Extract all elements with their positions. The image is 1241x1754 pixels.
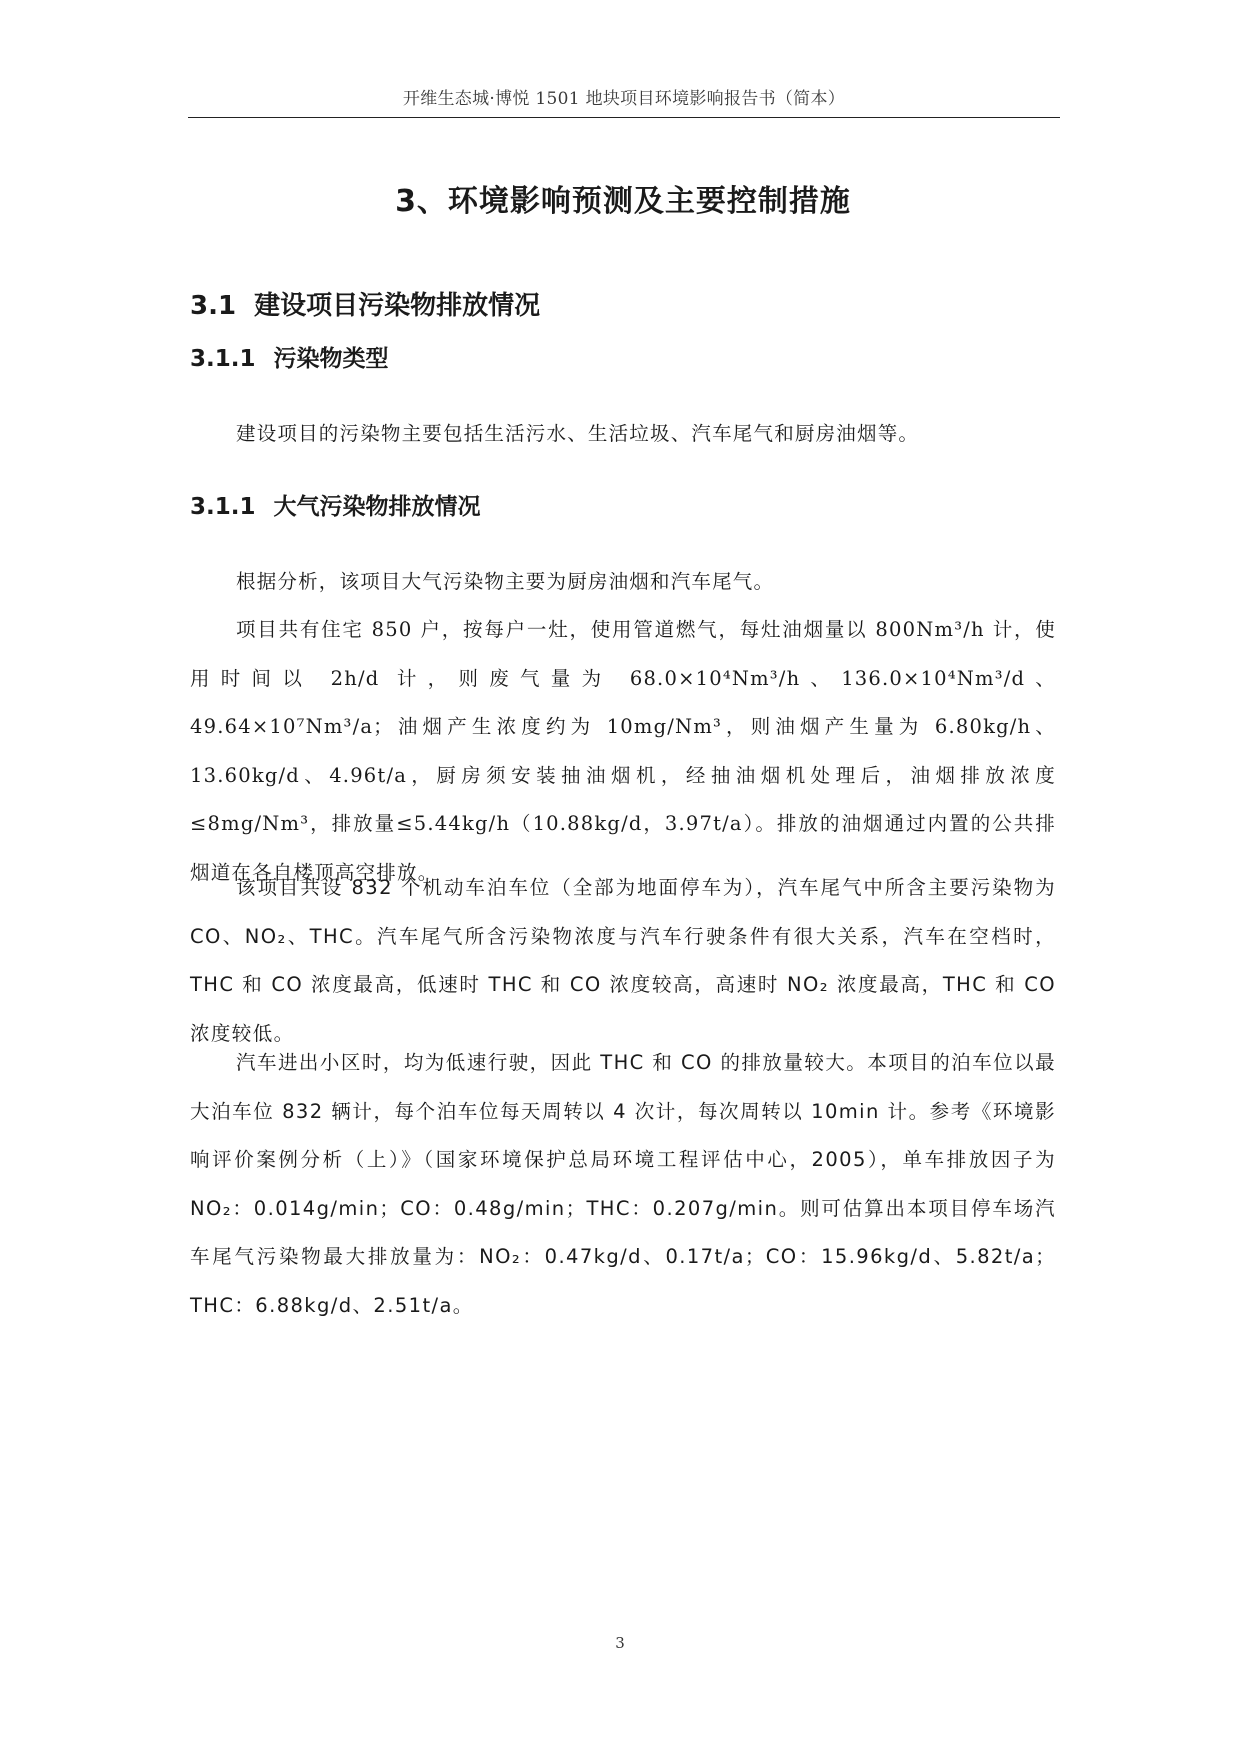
section-number: 3.1 (190, 291, 237, 321)
paragraph-air-summary: 根据分析，该项目大气污染物主要为厨房油烟和汽车尾气。 (236, 570, 775, 593)
chapter-title: 3、环境影响预测及主要控制措施 (395, 184, 851, 219)
header-divider (188, 117, 1060, 118)
section-heading-3-1 (190, 285, 1056, 327)
paragraph-vehicle-exhaust: 该项目共设 832 个机动车泊车位（全部为地面停车为），汽车尾气中所含主要污染物为 CO、NO₂、THC。汽车尾气所含污染物浓度与汽车行驶条件有很大关系，汽车在空档时，THC 和 CO 浓度最高，低速时 THC 和 CO 浓度较高，高速时 NO₂ 浓度最高，THC 和 CO 浓度较低。 (190, 876, 1056, 1045)
paragraph-kitchen-fumes: 项目共有住宅 850 户，按每户一灶，使用管道燃气，每灶油烟量以 800Nm³/h 计，使用时间以 2h/d 计，则废气量为 68.0×10⁴Nm³/h、136.0×10⁴Nm³/d、49.64×10⁷Nm³/a；油烟产生浓度约为 10mg/Nm³，则油烟产生量为 6.80kg/h、13.60kg/d、4.96t/a，厨房须安装抽油烟机，经抽油烟机处理后，油烟排放浓度≤8mg/Nm³，排放量≤5.44kg/h（10.88kg/d，3.97t/a）。排放的油烟通过内置的公共排烟道在各自楼顶高空排放。 (190, 618, 1056, 884)
section-title: 建设项目污染物排放情况 (254, 291, 541, 321)
subsection-number: 3.1.1 (190, 494, 256, 520)
subsection-heading-pollutant-types (190, 340, 1056, 378)
subsection-title: 大气污染物排放情况 (273, 494, 481, 520)
paragraph-emission-estimate: 汽车进出小区时，均为低速行驶，因此 THC 和 CO 的排放量较大。本项目的泊车位以最大泊车位 832 辆计，每个泊车位每天周转以 4 次计，每次周转以 10min 计。参考《环境影响评价案例分析（上）》（国家环境保护总局环境工程评估中心，2005），单车排放因子为 NO₂：0.014g/min；CO：0.48g/min；THC：0.207g/min。则可估算出本项目停车场汽车尾气污染物最大排放量为：NO₂：0.47kg/d、0.17t/a；CO：15.96kg/d、5.82t/a；THC：6.88kg/d、2.51t/a。 (190, 1051, 1056, 1317)
paragraph-pollutant-types: 建设项目的污染物主要包括生活污水、生活垃圾、汽车尾气和厨房油烟等。 (236, 422, 920, 445)
subsection-number: 3.1.1 (190, 346, 256, 372)
page-number: 3 (615, 1634, 625, 1652)
running-header: 开维生态城·博悦 1501 地块项目环境影响报告书（简本） (402, 89, 846, 109)
subsection-heading-air-pollutants (190, 488, 1056, 526)
subsection-title: 污染物类型 (273, 346, 389, 372)
